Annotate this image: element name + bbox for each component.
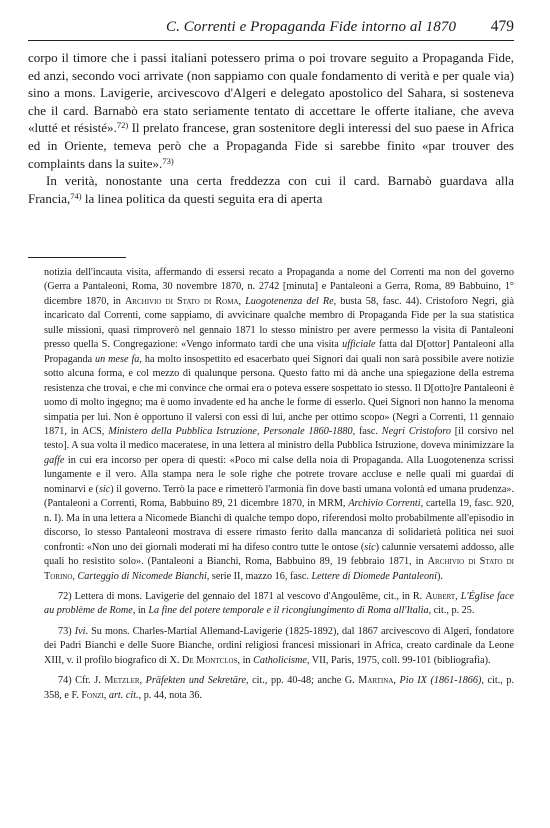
fn-text: , cartella 19, fasc. 920, n. I). Ma in una lettera a Nicomede Bianchi di qualche tempo dopo, riferendosi molto probabilmente all'episodio in discorso, lo stesso Pantaleoni mostrava di essere rimasto ferito dalla mancanza di solidarietà politica nei suoi confronti: «Non uno dei giornali moderati mi ha difeso contro tutte le ontose ( [44,498,514,553]
footnote-74 [44,674,514,703]
fn-text: , fasc. [352,425,382,437]
main-text [28,49,514,207]
fn-text: , [72,570,78,582]
fn-emphasis: ufficiale [342,339,376,351]
paragraph-1 [28,49,514,172]
fn-text: 72) Lettera di mons. Lavigerie del gennaio del 1871 al vescovo d'Angoulême, cit., in R. [58,590,426,602]
fn-archive: Archivio di Stato di Torino [44,556,514,582]
fn-text: 73) [58,625,75,637]
fn-emphasis: sic [364,541,376,553]
fn-text: , [393,675,400,687]
fn-emphasis: Ivi [74,625,86,637]
footnote-73 [44,625,514,668]
fn-text: , p. 44, nota 36. [138,689,202,701]
fn-emphasis: sic [98,483,111,495]
fn-text: , cit., p. 25. [428,605,475,617]
footnote-72 [44,590,514,619]
fn-text: , busta 58, fasc. 44). Cristoforo Negri, già incaricato dal Correnti, come sappiamo, di avvicinare qualche membro di Propaganda Fide per la sua statistica sulle missioni, quasi rimproverò nel gennaio 1871 lo stesso ministro per avere permesso la visita di Pantaleoni presso quella S. Congregazione: «Vengo informato tardi che una visita [44,295,515,351]
running-title: C. Correnti e Propaganda Fide intorno al 1870 [166,19,457,35]
fn-text: ). [436,570,443,582]
fn-author: De Montclos [181,654,238,666]
fn-title: Pio IX (1861-1866) [399,675,482,687]
fn-text: fatta dal D[ottor] Pantaleoni alla Propaganda [44,339,514,365]
fn-archive: Archivio di Stato di Roma [124,295,239,307]
fn-text: . Su mons. Charles-Martial Allemand-Lavigerie (1825-1892), dal 1867 arcivescovo di Algeri, fondatore dei Padri Bianchi e delle Suore Bianche, ordini religiosi francesi missionari in Africa, creato cardinale da Leone XIII, v. il profilo biografico di X. [44,625,514,666]
fn-text: , [455,590,461,602]
fn-title: L'Église face au problème de Rome [44,590,515,617]
fn-text: , cit., p. 358, e F. [44,675,515,701]
fn-text: , VII, Paris, 1975, coll. 99-101 (bibliografia). [306,654,491,666]
fn-text: [il corsivo nel testo]. A sua volta il medico maceratese, in una lettera al ministro della Pubblica Istruzione, doveva minimizzare la [44,425,514,452]
fn-title: Catholicisme [253,654,307,666]
footnote-separator [28,257,126,258]
page-number: 479 [490,18,514,35]
fn-title: Ministero della Pubblica Istruzione, Personale 1860-1880 [108,425,353,437]
fn-text: in cui era incorso per opera di questi: «Poco mi calse della noia di Propaganda. Alla Luogotenenza scrissi lungamente e il vero. Alla stampa nera le sole righe che potrete trovare accluse e nelle quali mi guardai di nominarvi e ( [44,454,514,495]
fn-title: art. cit. [108,689,139,701]
fn-title: La fine del potere temporale e il ricongiungimento di Roma all'Italia [148,605,429,617]
fn-text: ) il governo. Terrò la pace e rimetterò l'armonia fin dove basti umana volontà ed umana prudenza». (Pantaleoni a Correnti, Roma, Babbuino 89, 21 dicembre 1870, in MRM, [44,483,514,510]
fn-emphasis: un mese fa [95,353,140,365]
fn-author: Fonzi [81,689,104,701]
fn-title: Präfekten und Sekretäre [145,675,246,687]
footnotes [44,266,514,703]
fn-text: , in [237,654,254,666]
paragraph-1-text-a: corpo il timore che i passi italiani potessero prima o poi trovare seguito a Propaganda Fide, ed anzi, secondo voci arrivate (non sappiamo con quale fondamento di verità e per quale via) sino a mons. Lavigerie, arcivescovo d'Algeri e delegato apostolico del Sahara, si sosteneva che il card. Barnabò era stato seriamente tentato di accettare le offerte italiane, che aveva «lutté et résisté». [28,50,514,136]
fn-text: , ha molto insospettito ed esacerbato quei Signori dai quali non sarà possibile avere notizie sotto alcuna forma, e col mezzo di qualunque persona. Questo fatto mi dà anche una spiegazione della estrema resistenza che trovai, e che mi convince che ormai era o poteva essere sospettato io stesso. Il D[otto]re Pantaleoni è uomo di molto ingegno; ma è uomo invadente ed ha anche le forme di esserlo. Quei Signori non hanno la menoma simpatia per lui. Non è opportuno il valersi con essi di lui, anche per ottimo scopo» (Negri a Correnti, 11 gennaio 1871, in ACS, [44,353,515,437]
footnote-ref-72: 72) [116,120,129,131]
fn-text: , serie II, mazzo 16, fasc. [206,570,312,582]
running-head [28,16,514,41]
fn-author: Aubert [425,590,456,602]
fn-emphasis: gaffe [44,454,65,466]
fn-title: Carteggio di Nicomede Bianchi [77,570,207,582]
paragraph-1-text-b: Il prelato francese, gran sostenitore degli interessi del suo paese in Africa ed in Oriente, temeva però che a Propaganda Fide si sarebbe finito «par trouver des complaints dans la suite». [28,120,514,171]
fn-author: Martina [358,675,394,687]
footnote-ref-74: 74) [70,190,82,201]
fn-text: notizia dell'incauta visita, affermando di essersi recato a Propaganda a nome del Correnti ma non del governo (Gerra a Pantaleoni, Roma, 30 novembre 1870, n. 2742 [minuta] e Pantaleoni a Gerra, Roma, 89 Babbuino, 1° dicembre 1870, in [44,267,514,307]
fn-title: Lettere di Diomede Pantaleoni [311,570,437,582]
fn-author: Metzler [104,675,140,687]
paragraph-2 [28,172,514,207]
fn-text: 74) Cfr. J. [58,675,105,687]
fn-text: , [103,689,109,701]
footnote-ref-73: 73) [162,155,174,166]
fn-text: , in [132,605,149,617]
paragraph-2-text-b: la linea politica da questi seguita era di aperta [81,190,323,206]
footnote-continuation [44,266,514,584]
fn-text: ) calunnie versatemi addosso, alle quali ho resistito solo». (Pantaleoni a Bianchi, Roma, Babbuino 89, 19 febbraio 1871, in [44,541,514,568]
fn-text: , cit., pp. 40-48; anche G. [245,675,359,687]
fn-title: Archivio Correnti [348,498,421,510]
paragraph-2-text-a: In verità, nonostante una certa freddezza con cui il card. Barnabò guardava alla Francia, [28,173,514,206]
fn-text: , [139,675,146,687]
fn-title: Luogotenenza del Re [245,295,334,307]
fn-title: Negri Cristoforo [381,425,451,437]
fn-text: , [238,295,246,307]
